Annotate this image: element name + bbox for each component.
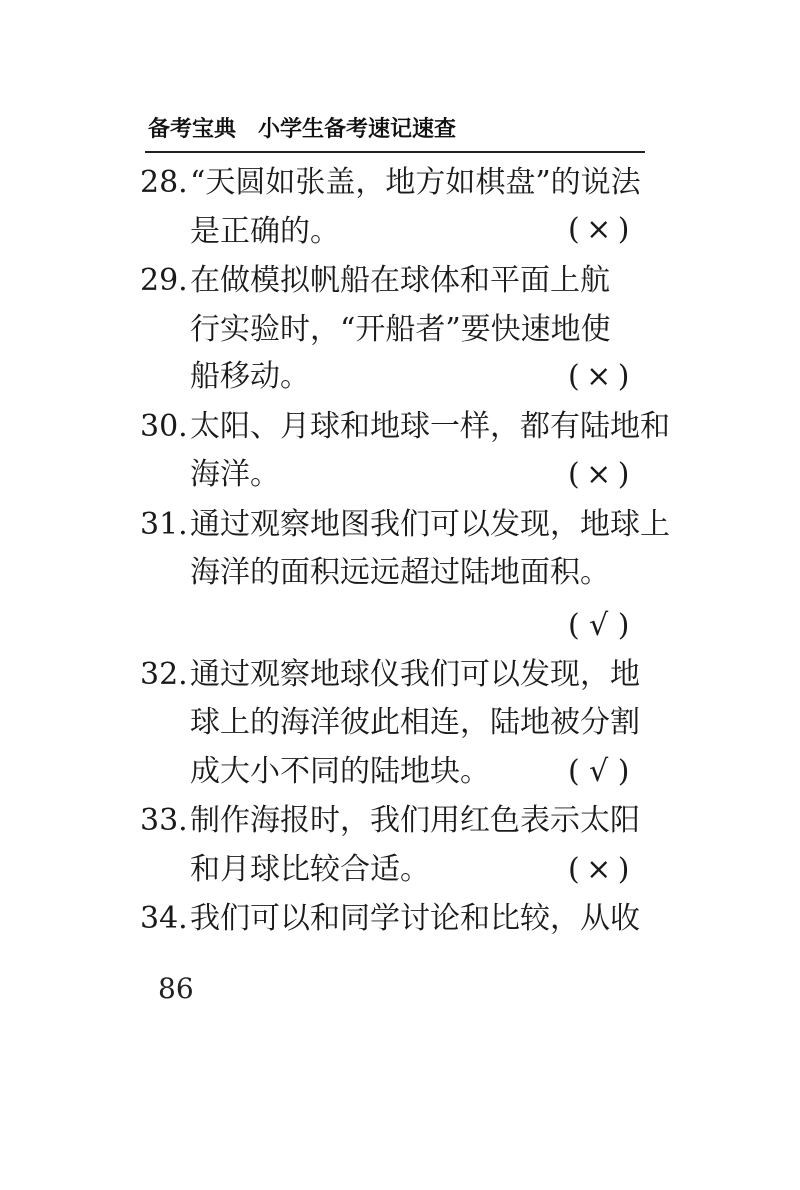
running-header <box>148 116 648 152</box>
answer-mark: ( √ ) <box>568 606 644 646</box>
question-text-line: 海洋的面积远远超过陆地面积。 <box>190 555 610 590</box>
page-number: 86 <box>158 972 194 1005</box>
question-text-line: 太阳、月球和地球一样，都有陆地和 <box>190 409 670 444</box>
answer-symbol: √ <box>589 754 609 789</box>
answer-symbol: × <box>586 359 612 394</box>
answer-symbol: × <box>586 852 612 887</box>
question-text-line: 在做模拟帆船在球体和平面上航 <box>190 263 610 298</box>
question-number: 33. <box>140 803 188 838</box>
answer-symbol: × <box>586 212 612 247</box>
answer-mark: ( × ) <box>568 850 644 890</box>
question-text-line: 和月球比较合适。 <box>190 852 430 887</box>
question-text-line: 海洋。 <box>190 457 280 492</box>
question-text-line: 球上的海洋彼此相连，陆地被分割 <box>190 705 640 740</box>
question-text-line: 我们可以和同学讨论和比较，从收 <box>190 901 640 936</box>
question-number: 31. <box>140 507 188 542</box>
answer-mark: ( × ) <box>568 455 644 495</box>
answer-mark: ( √ ) <box>568 752 644 792</box>
book-title: 备考宝典 <box>148 117 237 142</box>
header-rule <box>145 151 645 153</box>
question-text-line: 通过观察地图我们可以发现，地球上 <box>190 507 670 542</box>
question-text-line: 是正确的。 <box>190 214 340 249</box>
answer-mark: ( × ) <box>568 210 644 250</box>
answer-symbol: × <box>586 457 612 492</box>
question-text-line: 行实验时，“开船者”要快速地使 <box>190 312 611 347</box>
question-text-line: “天圆如张盖，地方如棋盘”的说法 <box>190 165 641 200</box>
question-text-line: 通过观察地球仪我们可以发现，地 <box>190 657 640 692</box>
question-number: 29. <box>140 263 188 298</box>
series-title: 小学生备考速记速查 <box>258 117 457 142</box>
question-text-line: 成大小不同的陆地块。 <box>190 754 490 789</box>
question-number: 28. <box>140 165 188 200</box>
answer-symbol: √ <box>589 608 609 643</box>
question-number: 30. <box>140 409 188 444</box>
question-number: 34. <box>140 901 188 936</box>
question-text-line: 船移动。 <box>190 359 310 394</box>
question-text-line: 制作海报时，我们用红色表示太阳 <box>190 803 640 838</box>
answer-mark: ( × ) <box>568 357 644 397</box>
question-number: 32. <box>140 657 188 692</box>
